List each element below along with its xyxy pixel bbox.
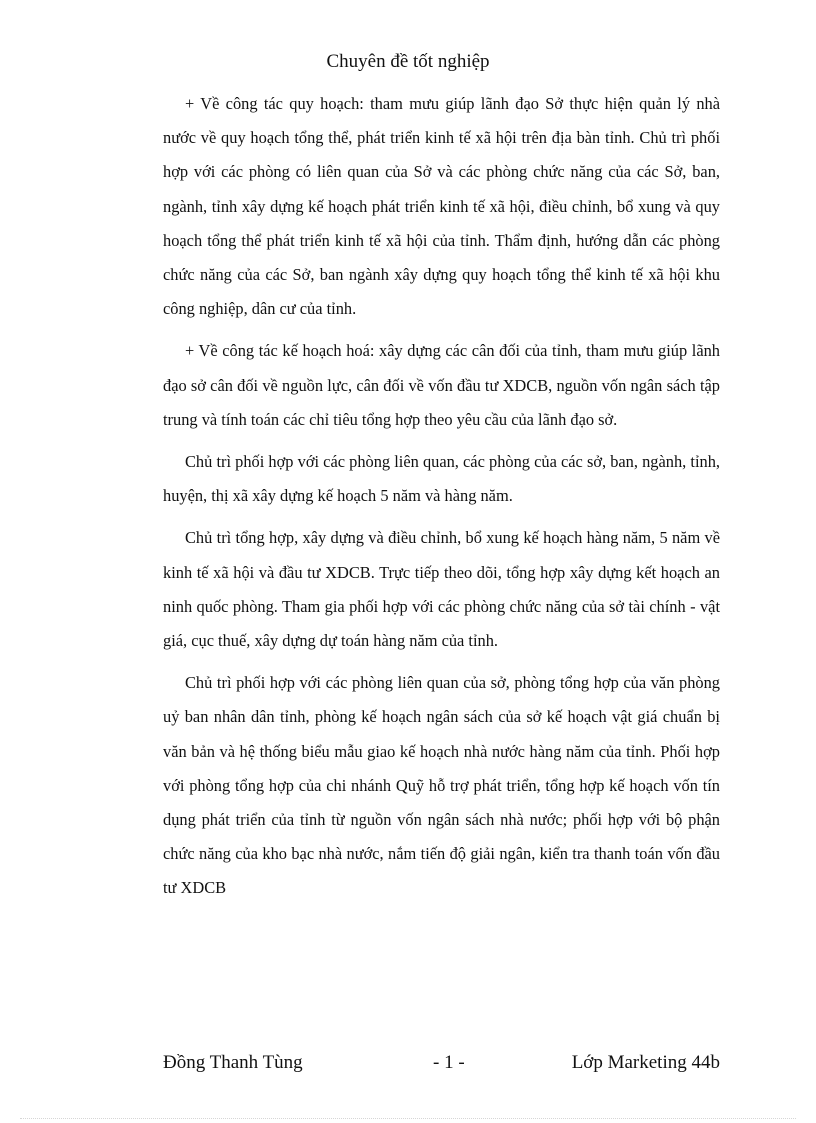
paragraph-consolidation: Chủ trì tổng hợp, xây dựng và điều chỉnh, bổ xung kế hoạch hàng năm, 5 năm về kinh tế xã hội và đầu tư XDCB. Trực tiếp theo dõi, tổng hợp xây dựng kết hoạch an ninh quốc phòng. Tham gia phối hợp với các phòng chức năng của sở tài chính - vật giá, cục thuế, xây dựng dự toán hàng năm của tỉnh.	[163, 528, 720, 651]
page-edge-divider	[20, 1118, 796, 1119]
paragraph-planning-balance: + Về công tác kế hoạch hoá: xây dựng các cân đối của tỉnh, tham mưu giúp lãnh đạo sở cân đối về nguồn lực, cân đối về vốn đầu tư XDCB, nguồn vốn ngân sách tập trung và tính toán các chỉ tiêu tổng hợp theo yêu cầu của lãnh đạo sở.	[163, 341, 720, 429]
footer-class-name: Lớp Marketing 44b	[571, 1052, 720, 1073]
page-footer	[163, 1050, 720, 1076]
paragraph-coordination: Chủ trì phối hợp với các phòng liên quan, các phòng của các sở, ban, ngành, tỉnh, huyện, thị xã xây dựng kế hoạch 5 năm và hàng năm.	[163, 452, 720, 506]
page-header	[0, 50, 816, 74]
document-body	[163, 87, 720, 906]
footer-author: Đồng Thanh Tùng	[163, 1052, 303, 1073]
paragraph-planning: + Về công tác quy hoạch: tham mưu giúp lãnh đạo Sở thực hiện quản lý nhà nước về quy hoạch tổng thể, phát triển kinh tế xã hội trên địa bàn tỉnh. Chủ trì phối hợp với các phòng có liên quan của Sở và các phòng chức năng của các Sở, ban, ngành, tỉnh xây dựng kế hoạch phát triển kinh tế xã hội, điều chỉnh, bổ xung và quy hoạch tổng thể phát triển kinh tế xã hội của tỉnh. Thẩm định, hướng dẫn các phòng chức năng của các Sở, ban ngành xây dựng quy hoạch tổng thể kinh tế xã hội khu công nghiệp, dân cư của tỉnh.	[163, 94, 720, 319]
document-title: Chuyên đề tốt nghiệp	[326, 51, 490, 72]
paragraph-state-plan: Chủ trì phối hợp với các phòng liên quan của sở, phòng tổng hợp của văn phòng uỷ ban nhân dân tỉnh, phòng kế hoạch ngân sách của sở kế hoạch vật giá chuẩn bị văn bản và hệ thống biểu mẫu giao kế hoạch nhà nước hàng năm của tỉnh. Phối hợp với phòng tổng hợp của chi nhánh Quỹ hỗ trợ phát triển, tổng hợp kế hoạch vốn tín dụng phát triển của tỉnh từ nguồn vốn ngân sách nhà nước; phối hợp với bộ phận chức năng của kho bạc nhà nước, nắm tiến độ giải ngân, kiển tra thanh toán vốn đầu tư XDCB	[163, 673, 720, 898]
page-number: - 1 -	[433, 1052, 465, 1073]
